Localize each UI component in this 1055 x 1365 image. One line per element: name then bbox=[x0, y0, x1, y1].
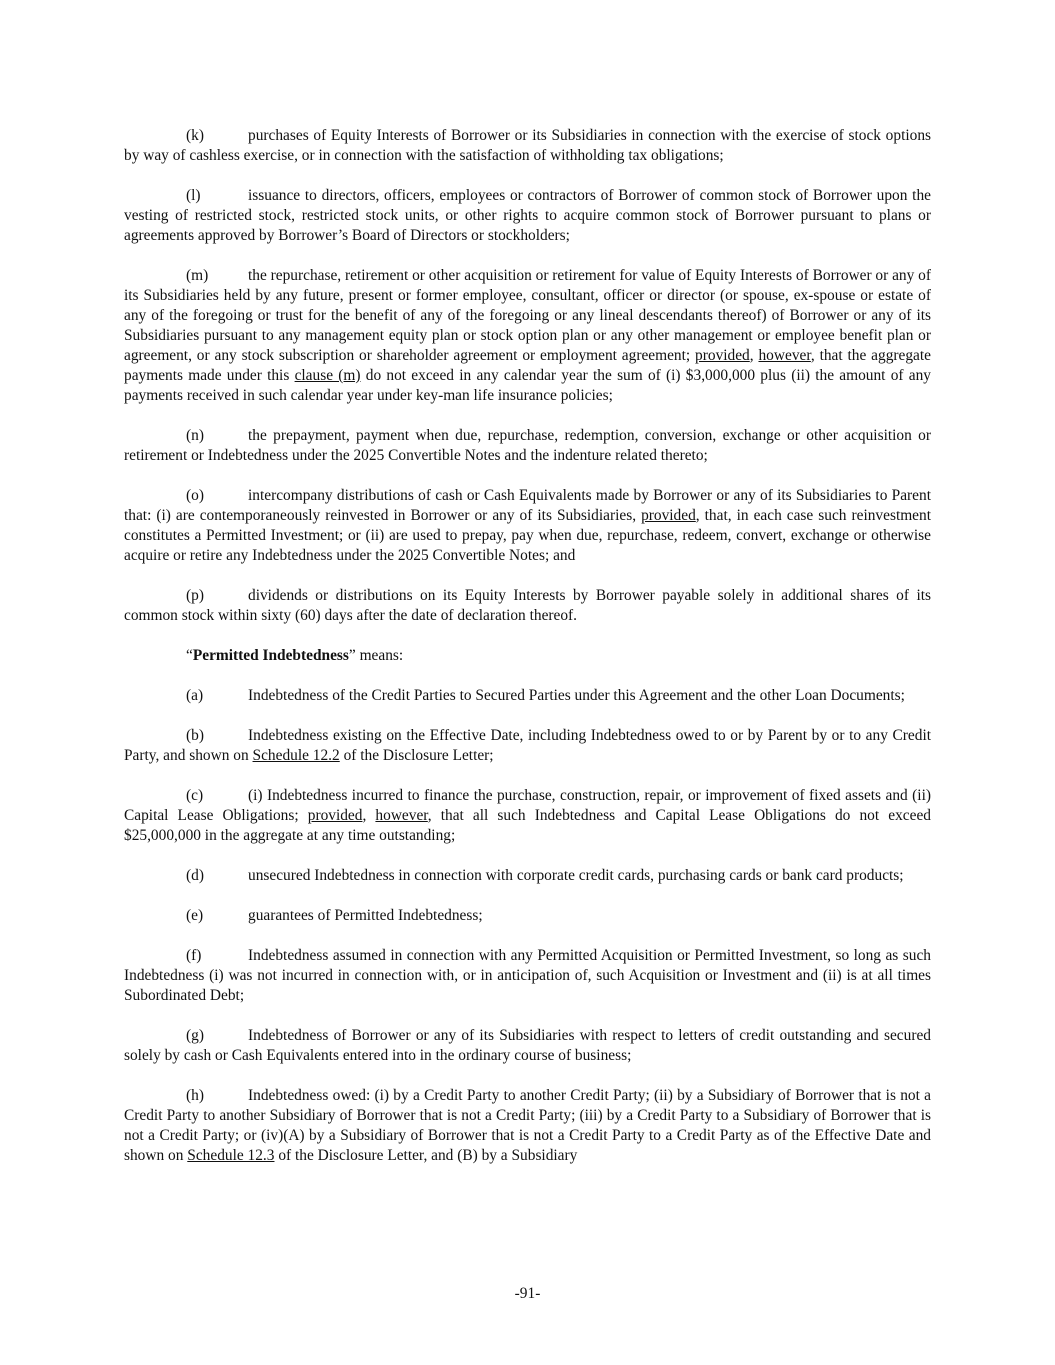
clause-text: Indebtedness of Borrower or any of its Subsidiaries with respect to letters of credit outstanding and secured solely by cash or Cash Equivalents entered into in the ordinary course of business; bbox=[124, 1027, 931, 1064]
clause-text: of the Disclosure Letter; bbox=[339, 747, 494, 764]
clause-number: (f) bbox=[186, 947, 202, 964]
clause-l bbox=[124, 186, 931, 246]
clause-number: (m) bbox=[186, 267, 209, 284]
clause-m bbox=[124, 266, 931, 406]
however-term: however bbox=[375, 807, 428, 824]
definition-rest: ” means: bbox=[348, 647, 404, 664]
clause-text: unsecured Indebtedness in connection with corporate credit cards, purchasing cards or bank card products; bbox=[248, 867, 904, 884]
clause-text: , that, in each case such reinvestment constitutes a Permitted Investment; or (ii) are used to prepay, pay when due, repurchase, redeem, convert, exchange or otherwise acquire or retire any Indebtedness under the 2025 Convertible Notes; and bbox=[124, 507, 931, 564]
provided-term: provided bbox=[695, 347, 750, 364]
clause-number: (c) bbox=[186, 787, 204, 804]
clause-text: Indebtedness assumed in connection with any Permitted Acquisition or Permitted Investment, so long as such Indebtedness (i) was not incurred in connection with, or in anticipation of, such Acquisition or Investment and (ii) is at all times Subordinated Debt; bbox=[124, 947, 931, 1004]
clause-text: the prepayment, payment when due, repurchase, redemption, conversion, exchange or other acquisition or retirement or Indebtedness under the 2025 Convertible Notes and the indenture related thereto; bbox=[124, 427, 931, 464]
however-term: however bbox=[758, 347, 811, 364]
clause-c bbox=[124, 786, 931, 846]
clause-text: , that all such Indebtedness and Capital Lease Obligations do not exceed $25,000,000 in the aggregate at any time outstanding; bbox=[124, 807, 931, 844]
schedule-reference: Schedule 12.2 bbox=[252, 747, 340, 764]
clause-f bbox=[124, 946, 931, 1006]
clause-text: , that the aggregate payments made under this bbox=[124, 347, 931, 384]
clause-number: (n) bbox=[186, 427, 204, 444]
clause-text: , bbox=[362, 807, 376, 824]
clause-h bbox=[124, 1086, 931, 1166]
clause-g bbox=[124, 1026, 931, 1066]
page-number: -91- bbox=[514, 1285, 541, 1302]
clause-text: intercompany distributions of cash or Cash Equivalents made by Borrower or any of its Subsidiaries to Parent that: (i) are contemporaneously reinvested in Borrower or any of its Subsidiaries, bbox=[124, 487, 931, 524]
clause-a bbox=[124, 686, 931, 706]
clause-text: purchases of Equity Interests of Borrower or its Subsidiaries in connection with the exercise of stock options by way of cashless exercise, or in connection with the satisfaction of withholding tax obligations; bbox=[124, 127, 931, 164]
clause-text: of the Disclosure Letter, and (B) by a Subsidiary bbox=[274, 1147, 578, 1164]
clause-text: Indebtedness existing on the Effective Date, including Indebtedness owed to or by Parent by or to any Credit Party, and shown on bbox=[124, 727, 931, 764]
clause-number: (k) bbox=[186, 127, 204, 144]
clause-e bbox=[124, 906, 931, 926]
open-quote: “ bbox=[186, 647, 193, 664]
page-content bbox=[124, 126, 931, 1186]
clause-number: (b) bbox=[186, 727, 204, 744]
provided-term: provided bbox=[641, 507, 696, 524]
clause-text: Indebtedness of the Credit Parties to Secured Parties under this Agreement and the other Loan Documents; bbox=[248, 687, 905, 704]
clause-text: dividends or distributions on its Equity Interests by Borrower payable solely in additional shares of its common stock within sixty (60) days after the date of declaration thereof. bbox=[124, 587, 931, 624]
clause-number: (e) bbox=[186, 907, 204, 924]
clause-number: (l) bbox=[186, 187, 201, 204]
clause-number: (h) bbox=[186, 1087, 204, 1104]
clause-d bbox=[124, 866, 931, 886]
clause-n bbox=[124, 426, 931, 466]
clause-o bbox=[124, 486, 931, 566]
clause-number: (g) bbox=[186, 1027, 204, 1044]
clause-text: issuance to directors, officers, employees or contractors of Borrower of common stock of Borrower upon the vesting of restricted stock, restricted stock units, or other rights to acquire common stock of Borrower pursuant to plans or agreements approved by Borrower’s Board of Directors or stockholders; bbox=[124, 187, 931, 244]
clause-text: , bbox=[749, 347, 759, 364]
clause-number: (d) bbox=[186, 867, 204, 884]
schedule-reference: Schedule 12.3 bbox=[187, 1147, 275, 1164]
definition-heading bbox=[124, 646, 931, 666]
clause-text: do not exceed in any calendar year the sum of (i) $3,000,000 plus (ii) the amount of any payments received in such calendar year under key-man life insurance policies; bbox=[124, 367, 931, 404]
clause-number: (o) bbox=[186, 487, 204, 504]
clause-p bbox=[124, 586, 931, 626]
provided-term: provided bbox=[307, 807, 363, 824]
clause-text: Indebtedness owed: (i) by a Credit Party to another Credit Party; (ii) by a Subsidiary of Borrower that is not a Credit Party to another Subsidiary of Borrower that is not a Credit Party; (iii) by a Credit Party to a Subsidiary of Borrower that is not a Credit Party; or (iv)(A) by a Subsidiary of Borrower that is not a Credit Party to a Credit Party as of the Effective Date and shown on bbox=[124, 1087, 931, 1164]
clause-text: (i) Indebtedness incurred to finance the purchase, construction, repair, or improvement of fixed assets and (ii) Capital Lease Obligations; bbox=[124, 787, 931, 824]
clause-text: the repurchase, retirement or other acquisition or retirement for value of Equity Interests of Borrower or any of its Subsidiaries held by any future, present or former employee, consultant, officer or director (or spouse, ex-spouse or estate of any of the foregoing or trust for the benefit of any of the foregoing or any lineal descendants thereof) of Borrower or any of its Subsidiaries pursuant to any management equity plan or stock option plan or any other management or employee benefit plan or agreement, or any stock subscription or shareholder agreement or employment agreement; bbox=[124, 267, 931, 364]
clause-text: guarantees of Permitted Indebtedness; bbox=[248, 907, 483, 924]
clause-k bbox=[124, 126, 931, 166]
clause-number: (p) bbox=[186, 587, 204, 604]
defined-term: Permitted Indebtedness bbox=[192, 647, 349, 664]
clause-number: (a) bbox=[186, 687, 204, 704]
clause-b bbox=[124, 726, 931, 766]
clause-reference: clause (m) bbox=[294, 367, 361, 384]
